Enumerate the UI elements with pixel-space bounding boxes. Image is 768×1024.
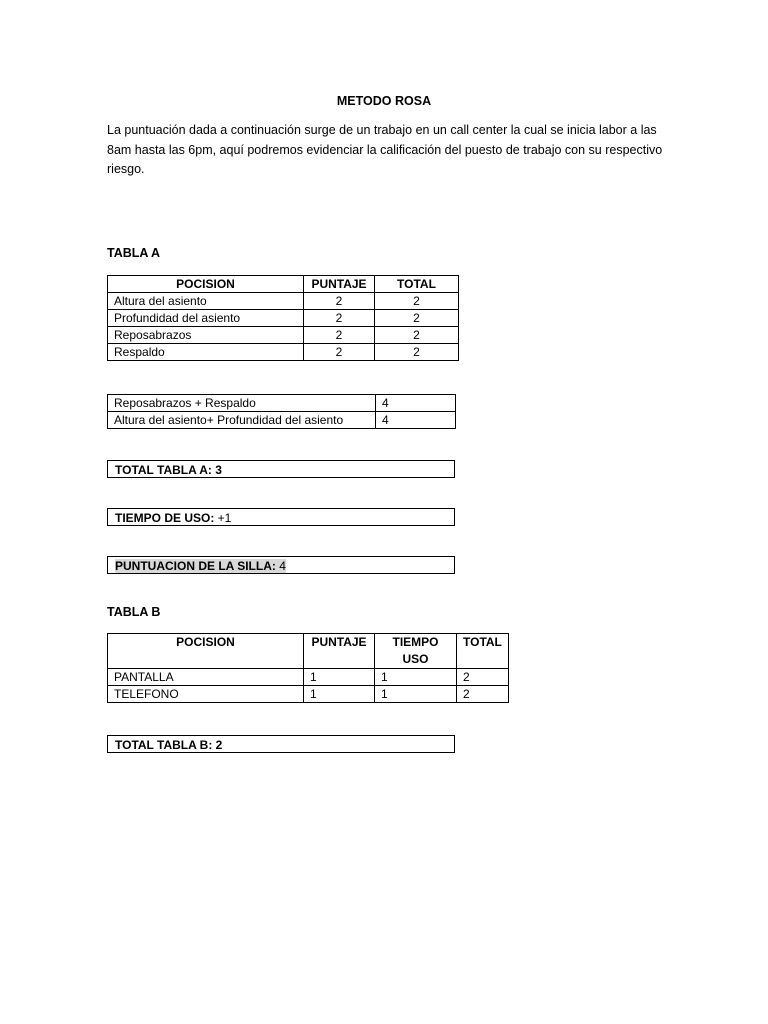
tabla-b-cell: TELEFONO xyxy=(108,686,304,703)
puntuacion-silla-value: 4 xyxy=(275,559,286,573)
tabla-a-cell: 2 xyxy=(304,327,375,344)
table-row xyxy=(108,327,459,344)
tabla-a-cell: Profundidad del asiento xyxy=(108,310,304,327)
table-row xyxy=(108,395,456,412)
tabla-b-cell: 1 xyxy=(375,669,457,686)
tabla-a-label: TABLA A xyxy=(107,246,160,260)
intro-paragraph: La puntuación dada a continuación surge de un trabajo en un call center la cual se inicia labor a las 8am hasta las 6pm, aquí podremos evidenciar la calificación del puesto de trabajo con su respectivo riesgo. xyxy=(107,123,663,176)
tiempo-uso-label: TIEMPO DE USO: xyxy=(115,511,215,525)
tabla-b-header-total: TOTAL xyxy=(457,634,509,669)
tabla-a-cell: 2 xyxy=(375,344,459,361)
tabla-b-label: TABLA B xyxy=(107,605,161,619)
tabla-a-header-puntaje: PUNTAJE xyxy=(304,276,375,293)
tabla-a-header-total: TOTAL xyxy=(375,276,459,293)
document-title: METODO ROSA xyxy=(336,94,432,108)
tabla-b-header-pocision: POCISION xyxy=(108,634,304,669)
tabla-b-cell: 1 xyxy=(304,686,375,703)
table-row xyxy=(108,293,459,310)
tiempo-uso-value: +1 xyxy=(214,511,232,525)
tiempo-uso-box xyxy=(107,508,455,526)
tabla-a-cell: 2 xyxy=(375,293,459,310)
tabla-b xyxy=(107,633,509,703)
sums-cell: 4 xyxy=(376,412,456,429)
total-tabla-b-text: TOTAL TABLA B: 2 xyxy=(115,738,223,752)
tabla-a-cell: Respaldo xyxy=(108,344,304,361)
table-row xyxy=(108,344,459,361)
tabla-a xyxy=(107,275,459,361)
tabla-b-header-tiempo-uso: TIEMPO USO xyxy=(375,634,457,669)
tabla-a-cell: Altura del asiento xyxy=(108,293,304,310)
table-row xyxy=(108,310,459,327)
tabla-b-cell: 2 xyxy=(457,686,509,703)
total-tabla-a-box xyxy=(107,460,455,478)
table-row xyxy=(108,669,509,686)
total-tabla-b-box xyxy=(107,735,455,753)
puntuacion-silla-box xyxy=(107,556,455,574)
sums-cell: 4 xyxy=(376,395,456,412)
tabla-b-cell: 1 xyxy=(304,669,375,686)
tabla-a-cell: 2 xyxy=(304,293,375,310)
puntuacion-silla-highlight xyxy=(115,559,286,573)
tabla-a-cell: 2 xyxy=(304,310,375,327)
table-row xyxy=(108,686,509,703)
total-tabla-a-text: TOTAL TABLA A: 3 xyxy=(115,463,222,477)
tabla-b-cell: PANTALLA xyxy=(108,669,304,686)
tabla-b-cell: 2 xyxy=(457,669,509,686)
tabla-a-cell: Reposabrazos xyxy=(108,327,304,344)
table-row xyxy=(108,412,456,429)
tabla-a-header-row xyxy=(108,276,459,293)
tabla-b-header-row xyxy=(108,634,509,669)
sums-cell: Altura del asiento+ Profundidad del asiento xyxy=(108,412,376,429)
tabla-a-header-pocision: POCISION xyxy=(108,276,304,293)
tabla-b-cell: 1 xyxy=(375,686,457,703)
tabla-a-cell: 2 xyxy=(375,327,459,344)
tabla-a-cell: 2 xyxy=(375,310,459,327)
puntuacion-silla-label: PUNTUACION DE LA SILLA: xyxy=(115,559,276,573)
sums-table xyxy=(107,394,456,429)
tabla-a-cell: 2 xyxy=(304,344,375,361)
sums-cell: Reposabrazos + Respaldo xyxy=(108,395,376,412)
tabla-b-header-puntaje: PUNTAJE xyxy=(304,634,375,669)
